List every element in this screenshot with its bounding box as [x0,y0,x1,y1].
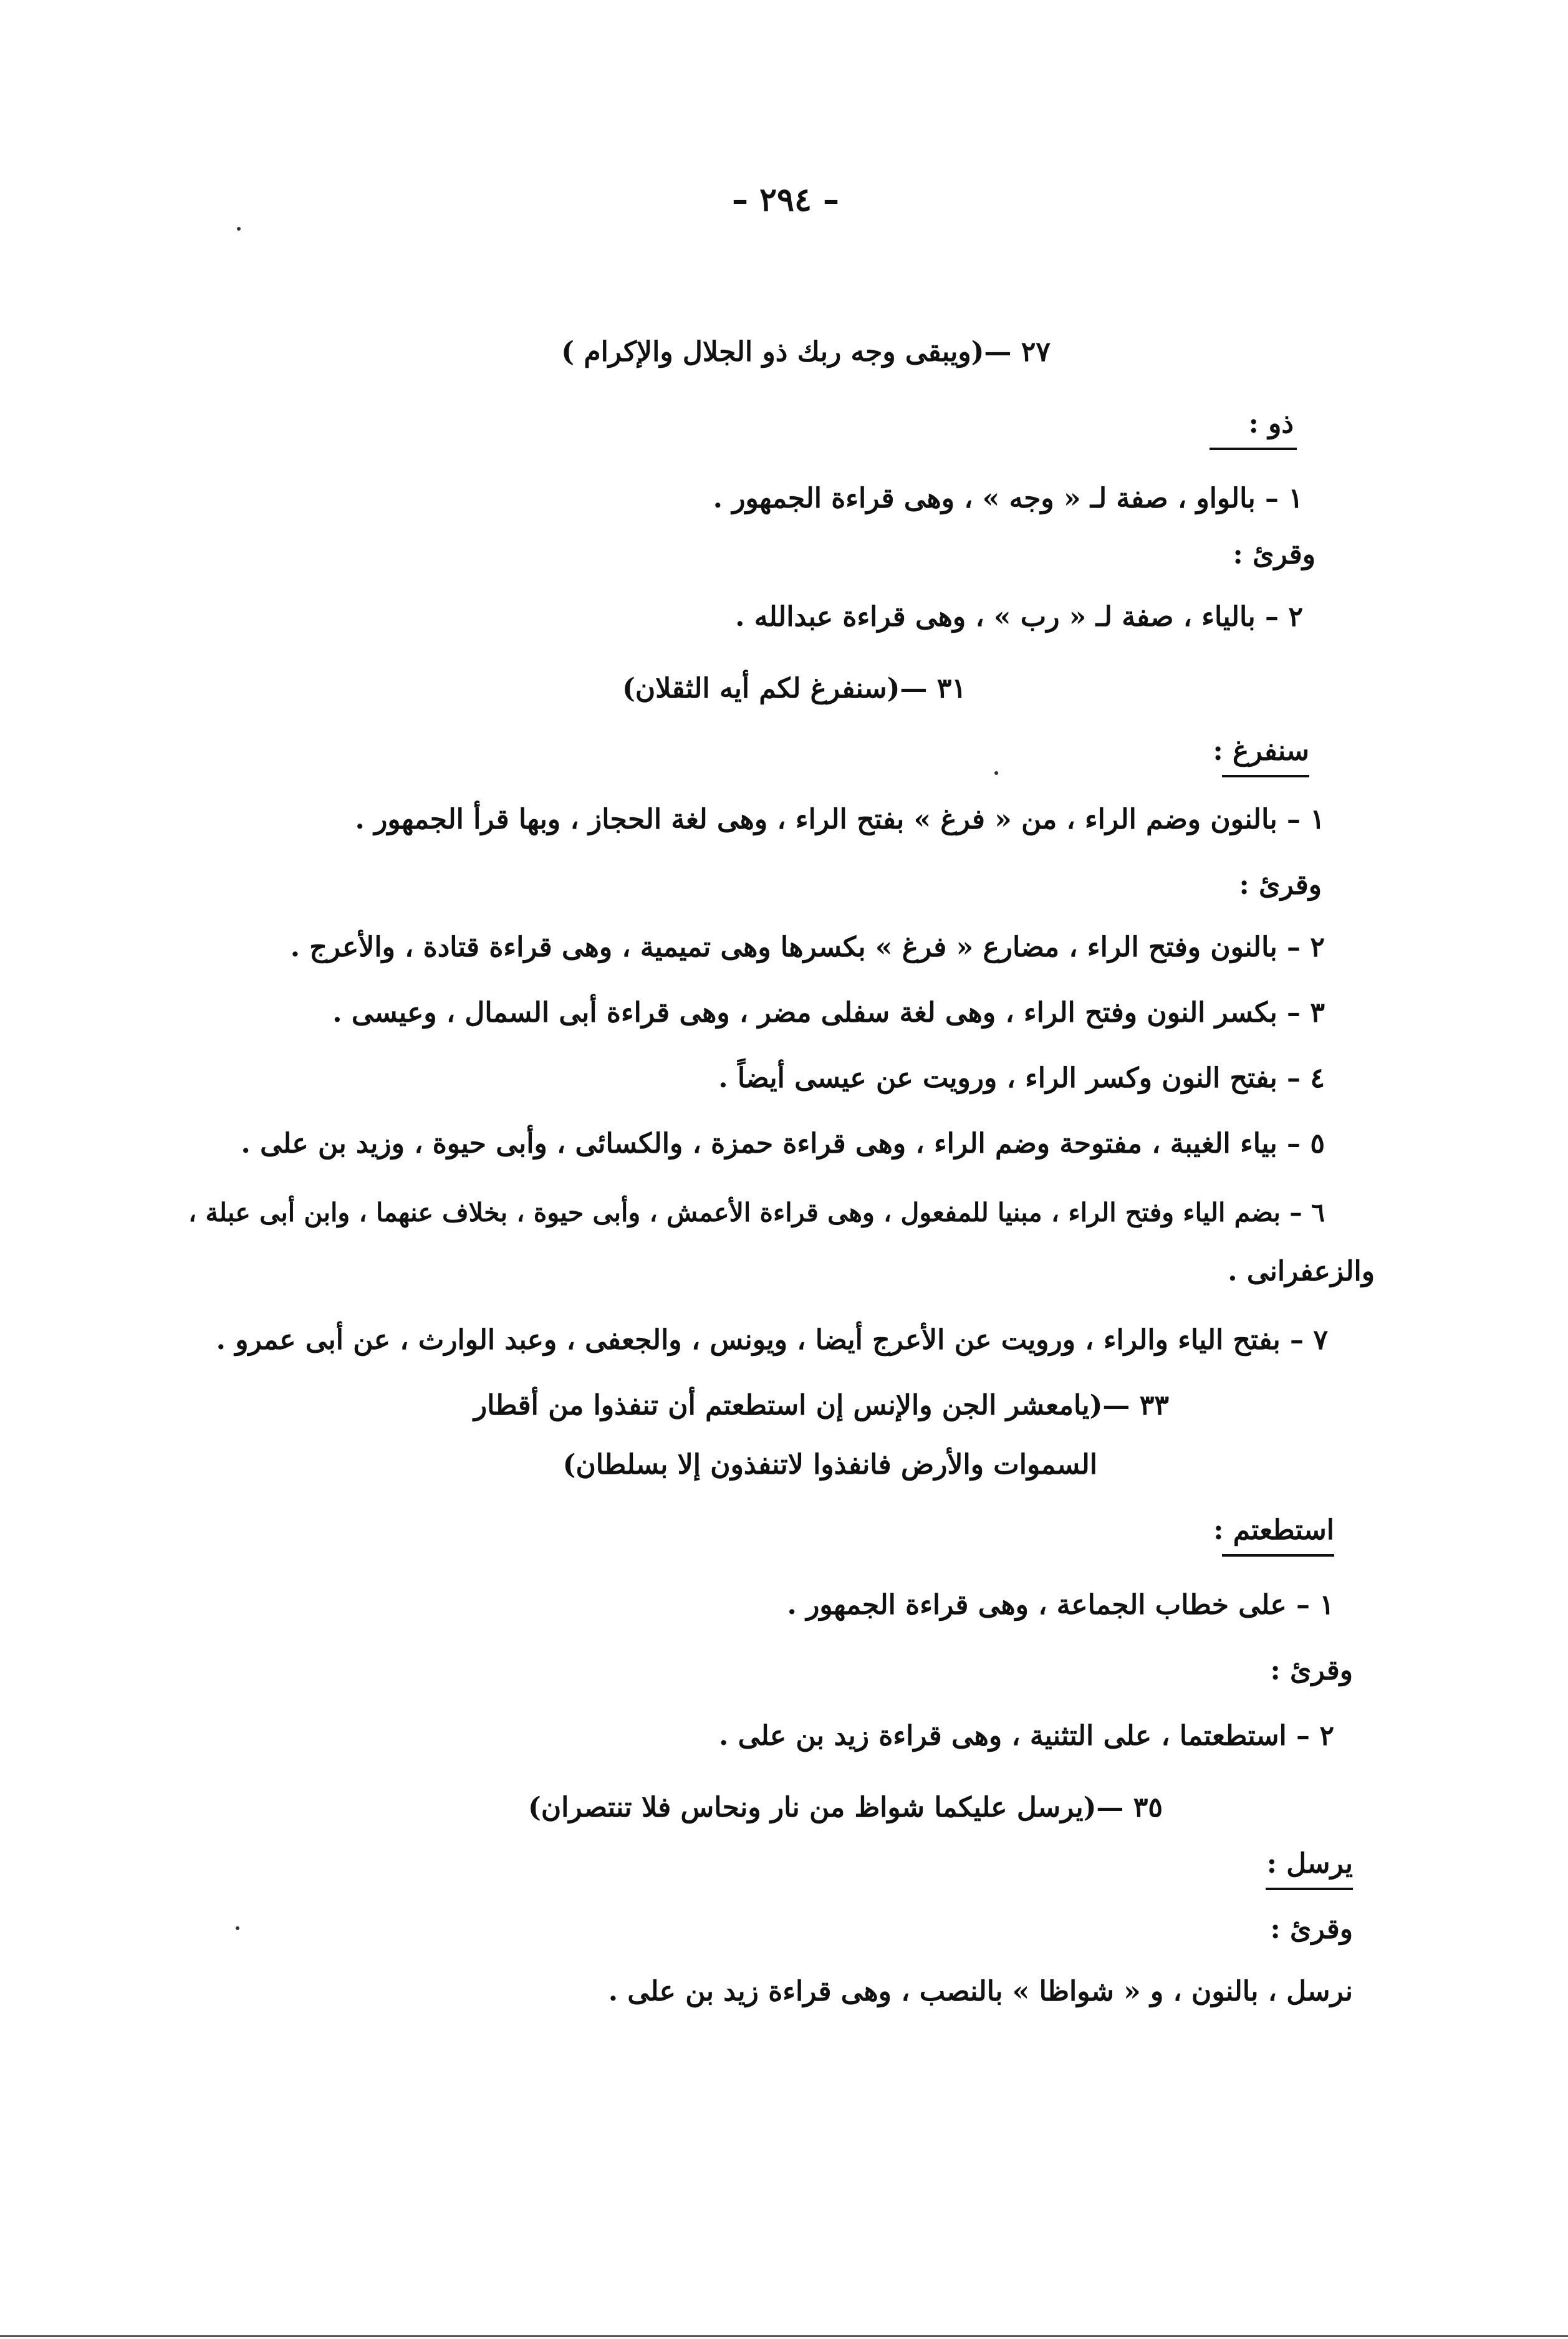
istatatum-reading-1: ١ – على خطاب الجماعة ، وهى قراءة الجمهور . [787,1589,1334,1621]
istatatum-reading-2: ٢ – استطعتما ، على التثنية ، وهى قراءة زيد بن على . [718,1720,1334,1752]
sanafrugh-qurri: وقرئ : [1239,869,1322,901]
speck [237,227,241,231]
dhu-qurri: وقرئ : [1233,539,1315,570]
sanafrugh-reading-6-cont: والزعفرانى . [1228,1256,1375,1287]
verse-33-line-1: ٣٣ —(يامعشر الجن والإنس إن استطعتم أن تنفذوا من أقطار [473,1390,1169,1421]
sanafrugh-reading-2: ٢ – بالنون وفتح الراء ، مضارع « فرغ » بكسرها وهى تميمية ، وهى قراءة قتادة ، والأعرج . [290,931,1325,963]
page-bottom-edge [0,2335,1568,2337]
heading-underline [1266,1888,1353,1890]
sanafrugh-reading-6: ٦ – بضم الياء وفتح الراء ، مبنيا للمفعول ، وهى قراءة الأعمش ، وأبى حيوة ، بخلاف عنهما ، وابن أبى عبلة ، [188,1198,1325,1227]
sanafrugh-reading-1: ١ – بالنون وضم الراء ، من « فرغ » بفتح الراء ، وهى لغة الحجاز ، وبها قرأ الجمهور . [355,804,1325,835]
sanafrugh-reading-7: ٧ – بفتح الياء والراء ، ورويت عن الأعرج أيضا ، ويونس ، والجعفى ، وعبد الوارث ، عن أبى عمرو . [216,1324,1328,1356]
speck [994,771,998,775]
dhu-reading-1: ١ – بالواو ، صفة لـ « وجه » ، وهى قراءة الجمهور . [713,483,1303,514]
heading-underline [1222,1554,1334,1557]
speck [236,1926,239,1930]
verse-27: ٢٧ —(ويبقى وجه ربك ذو الجلال والإكرام ) [561,336,1051,368]
sanafrugh-reading-3: ٣ – بكسر النون وفتح الراء ، وهى لغة سفلى مضر ، وهى قراءة أبى السمال ، وعيسى . [332,997,1325,1029]
verse-35: ٣٥ —(يرسل عليكما شواظ من نار ونحاس فلا تنتصران) [528,1792,1163,1823]
sanafrugh-reading-5: ٥ – بياء الغيبة ، مفتوحة وضم الراء ، وهى قراءة حمزة ، والكسائى ، وأبى حيوة ، وزيد بن على . [241,1128,1325,1160]
heading-underline [1222,775,1309,777]
heading-yursal: يرسل : [1266,1848,1353,1880]
verse-33-line-2: السموات والأرض فانفذوا لاتنفذون إلا بسلطان) [562,1449,1097,1481]
verse-31: ٣١ —(سنفرغ لكم أيه الثقلان) [622,673,966,704]
heading-dhu: ذو : [1248,408,1294,439]
yursal-reading-1: نرسل ، بالنون ، و « شواظا » بالنصب ، وهى قراءة زيد بن على . [608,1976,1353,2007]
heading-underline [1210,448,1297,450]
dhu-reading-2: ٢ – بالياء ، صفة لـ « رب » ، وهى قراءة عبدالله . [735,601,1303,633]
heading-sanafrugh: سنفرغ : [1213,735,1309,767]
yursal-qurri: وقرئ : [1270,1913,1353,1945]
sanafrugh-reading-4: ٤ – بفتح النون وكسر الراء ، ورويت عن عيسى أيضاً . [718,1062,1325,1094]
heading-istatatum: استطعتم : [1213,1514,1334,1546]
page-number: – ٢٩٤ – [731,181,839,219]
istatatum-qurri: وقرئ : [1270,1655,1353,1686]
